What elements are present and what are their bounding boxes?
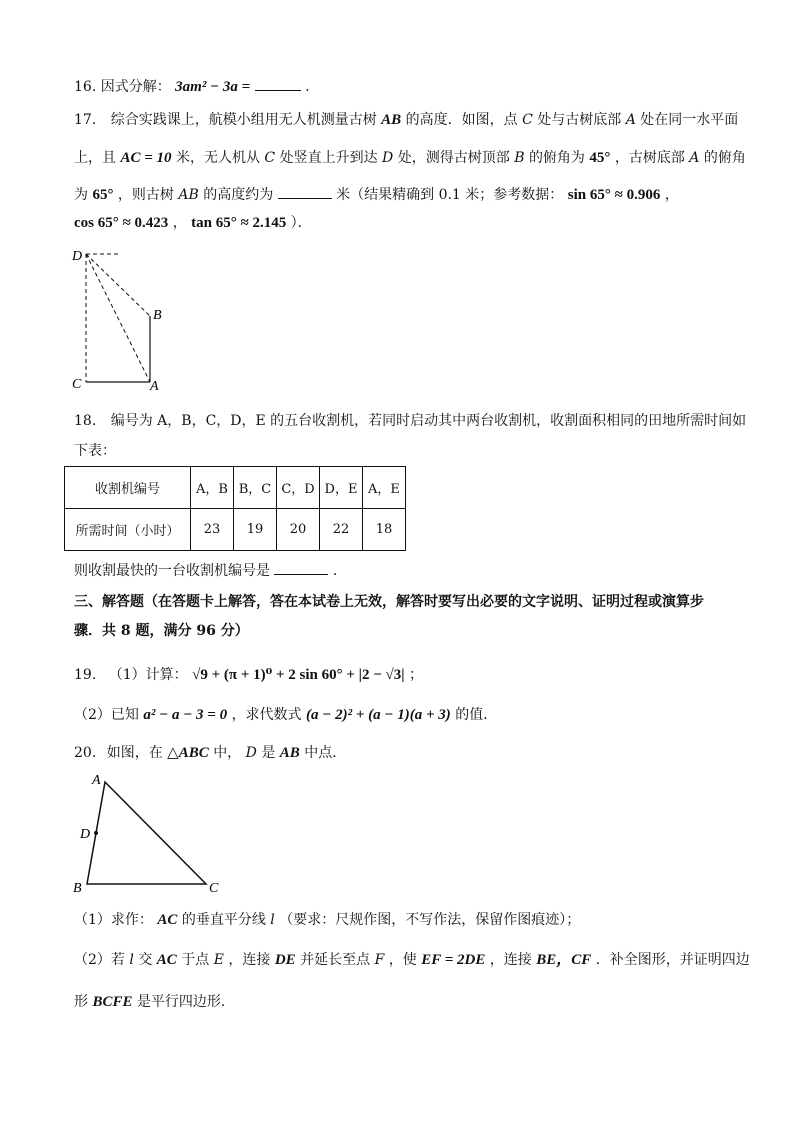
text: ，连接 [489, 952, 532, 968]
question-number: 18. [74, 413, 97, 429]
table-row [65, 509, 406, 551]
question-text: 因式分解： [100, 79, 171, 95]
text: 编号为 A，B，C，D，E 的五台收割机，若同时启动其中两台收割机，收割面积相同的田地所需时间如 [110, 413, 747, 429]
table-cell: C，D [277, 467, 320, 509]
text: 处竖直上升到达 [279, 150, 378, 166]
math-symbol: △ABC [167, 745, 209, 761]
math-expression: 3am² − 3a = [175, 79, 251, 95]
point-d [94, 831, 98, 835]
text: 形 [74, 994, 88, 1010]
segment-da [86, 254, 150, 382]
math-expression: √9 + (π + 1)⁰ + 2 sin 60° + |2 − √3| [192, 667, 405, 683]
table-header: 收割机编号 [65, 467, 191, 509]
question-number: 17. [74, 112, 97, 128]
text: （要求：尺规作图，不写作法，保留作图痕迹）； [279, 912, 581, 928]
question-17-line-3 [74, 184, 679, 205]
math-symbol: A [689, 150, 700, 166]
section-3-heading-line-2 [74, 621, 249, 641]
table-header: 所需时间（小时） [65, 509, 191, 551]
question-17-line-4 [74, 213, 312, 233]
segment-db [86, 254, 150, 316]
math-expression: EF = 2DE [421, 952, 486, 968]
label-d: D [72, 249, 83, 264]
text: ，求代数式 [231, 707, 302, 723]
section-3-heading-line-1 [74, 592, 704, 612]
text: ，则古树 [117, 187, 174, 203]
math-symbol: AB [178, 187, 199, 203]
table-cell: 19 [234, 509, 277, 551]
text: 下表： [74, 443, 116, 459]
text: 米（结果精确到 [336, 187, 435, 203]
math-symbol: AB [381, 112, 402, 128]
label-a: A [92, 773, 101, 788]
math-symbol: B [514, 150, 525, 166]
text: 的高度约为 [203, 187, 274, 203]
text: 综合实践课上，航模小组用无人机测量古树 [110, 112, 377, 128]
text: ，古树底部 [614, 150, 685, 166]
math-symbol: C [264, 150, 276, 166]
triangle-abc-figure [70, 768, 230, 896]
text: 的垂直平分线 [181, 912, 266, 928]
text: （1）求作： [74, 912, 153, 928]
math-symbol: BE，CF [536, 952, 592, 968]
text: （2）若 [74, 952, 125, 968]
question-18-line-1 [74, 411, 746, 431]
table-cell: A，E [363, 467, 406, 509]
text: ， [172, 215, 187, 231]
text: 上，且 [74, 150, 116, 166]
question-16 [74, 76, 310, 97]
math-expression: AC = 10 [120, 150, 172, 166]
math-symbol: D [245, 745, 257, 761]
answer-blank [255, 76, 301, 91]
question-18-answer-line [74, 560, 337, 581]
label-c: C [209, 881, 219, 896]
harvester-table [64, 466, 406, 551]
text: 的高度．如图，点 [405, 112, 518, 128]
text: 则收割最快的一台收割机编号是 [74, 563, 270, 579]
math-symbol: l [270, 912, 275, 928]
punctuation: ； [408, 667, 423, 683]
text: 并延长至点 [300, 952, 371, 968]
text: 三、解答题（在答题卡上解答，答在本试卷上无效，解答时要写出必要的文字说明、证明过程或演算步 [74, 594, 704, 610]
math-symbol: AB [279, 745, 300, 761]
question-17-line-1 [74, 110, 738, 130]
answer-blank [274, 560, 328, 575]
table-cell: 18 [363, 509, 406, 551]
question-number: 19. [74, 667, 97, 683]
label-a: A [150, 379, 159, 394]
text: 处，测得古树顶部 [397, 150, 510, 166]
triangle-abc [87, 782, 206, 884]
math-symbol: F [374, 952, 385, 968]
label-d: D [80, 827, 91, 842]
label-b: B [153, 308, 162, 323]
text: 如图，在 [106, 745, 163, 761]
text: ， [664, 187, 679, 203]
text: 为 [74, 187, 88, 203]
label-b: B [73, 881, 82, 896]
label-c: C [72, 377, 82, 392]
text: 的俯角 [703, 150, 746, 166]
table-cell: 22 [320, 509, 363, 551]
question-19-part-2 [74, 705, 497, 725]
math-symbol: A [625, 112, 636, 128]
text: 的值． [455, 707, 498, 723]
text: 骤．共 8 题，满分 96 分） [74, 623, 249, 639]
math-symbol: DE [274, 952, 296, 968]
text: 处与古树底部 [537, 112, 622, 128]
math-expression: sin 65° ≈ 0.906 [567, 187, 661, 203]
question-number: 20. [74, 745, 97, 761]
question-20-line-1 [74, 743, 346, 763]
math-expression: 45° [589, 150, 611, 166]
text: 于点 [181, 952, 210, 968]
question-18-line-2 [74, 441, 116, 461]
text: 交 [138, 952, 153, 968]
table-cell: 20 [277, 509, 320, 551]
table-cell: 23 [191, 509, 234, 551]
text: ，使 [388, 952, 417, 968]
math-symbol: D [382, 150, 394, 166]
math-expression: cos 65° ≈ 0.423 [74, 215, 169, 231]
text: ．补全图形，并证明四边 [595, 952, 750, 968]
text: 处在同一水平面 [640, 112, 739, 128]
math-expression: tan 65° ≈ 2.145 [191, 215, 287, 231]
text: （2）已知 [74, 707, 139, 723]
text: 米；参考数据： [465, 187, 564, 203]
text: 米，无人机从 [175, 150, 260, 166]
text: （1）计算： [108, 667, 188, 683]
question-20-part-3 [74, 992, 235, 1012]
math-expression: (a − 2)² + (a − 1)(a + 3) [306, 707, 451, 723]
math-expression: a² − a − 3 = 0 [143, 707, 228, 723]
answer-blank [278, 184, 332, 199]
table-cell: B，C [234, 467, 277, 509]
text: 是 [261, 745, 276, 761]
text: ，连接 [228, 952, 271, 968]
math-symbol: BCFE [92, 994, 133, 1010]
question-17-line-2 [74, 148, 746, 168]
math-symbol: AC [157, 912, 178, 928]
text: ）． [290, 215, 312, 231]
text: 中， [213, 745, 242, 761]
table-cell: A，B [191, 467, 234, 509]
table-row [65, 467, 406, 509]
question-19-part-1 [74, 665, 423, 685]
punctuation: . [305, 79, 310, 95]
math-symbol: C [522, 112, 533, 128]
math-expression: 65° [92, 187, 114, 203]
question-20-part-1 [74, 910, 580, 930]
text: 的俯角为 [528, 150, 585, 166]
drone-tree-figure [66, 244, 176, 394]
question-20-part-2 [74, 950, 750, 970]
math-symbol: AC [156, 952, 177, 968]
text: 0.1 [438, 187, 461, 203]
punctuation: . [332, 563, 338, 579]
math-symbol: l [129, 952, 134, 968]
math-symbol: E [213, 952, 224, 968]
table-cell: D，E [320, 467, 363, 509]
text: 是平行四边形． [136, 994, 235, 1010]
text: 中点． [304, 745, 347, 761]
question-number: 16. [74, 79, 97, 95]
